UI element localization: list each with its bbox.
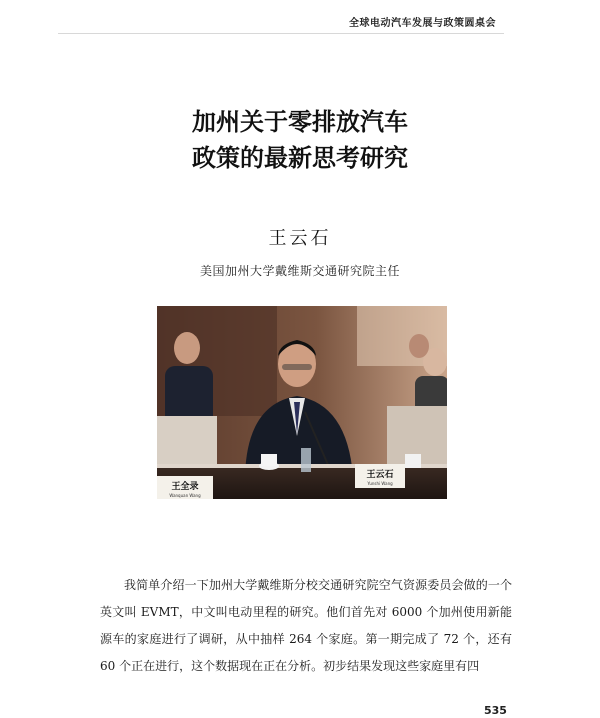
author-affiliation: 美国加州大学戴维斯交通研究院主任: [199, 264, 400, 278]
running-header: 全球电动汽车发展与政策圆桌会: [349, 18, 496, 29]
title-line-2: 政策的最新思考研究: [192, 144, 408, 172]
nameplate-left-name: 王全录: [171, 482, 199, 492]
title-line-1: 加州关于零排放汽车: [192, 108, 408, 136]
speaker-photo: [157, 306, 447, 499]
body-paragraph: 我简单介绍一下加州大学戴维斯分校交通研究院空气资源委员会做的一个英文叫 EVMT，中文叫电动里程的研究。他们首先对 6000 个加州使用新能源车的家庭进行了调研，从中抽样 264 个家庭。第一期完成了 72 个，还有 60 个正在进行，这个数据现在正在分析。初步结果发现这些家庭里有四: [100, 578, 512, 673]
nameplate-left-sub: Wanquan Wang: [169, 493, 201, 498]
page-number: 535: [484, 704, 507, 717]
article-title: [0, 104, 600, 176]
author-name: 王云石: [268, 228, 332, 249]
nameplate-right-sub: Yunshi Wang: [367, 481, 393, 486]
body-text: [100, 572, 512, 680]
nameplate-right-name: 王云石: [366, 470, 394, 480]
header-rule: [58, 33, 504, 34]
